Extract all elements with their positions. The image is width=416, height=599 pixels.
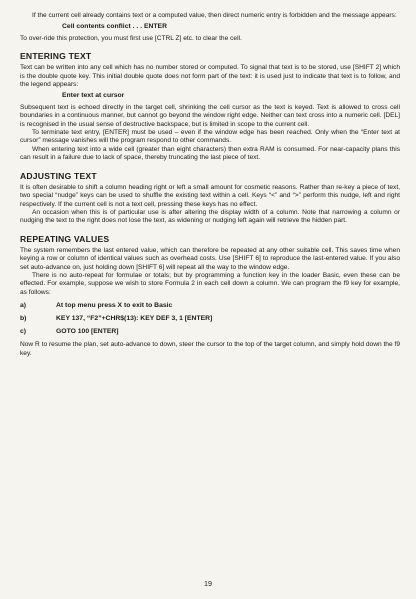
adjusting-text-para-2: An occasion when this is of particular use is after altering the display width of a column. Note that narrowing a column or nudging the text to the right does not lose the text, as widening or nudging left again will retrieve the hidden part. xyxy=(20,208,400,225)
entering-text-para-2: Subsequent text is echoed directly in the target cell, shrinking the cell cursor as the text is keyed. Text is allowed to cross cell boundaries in a continuous manner, but cannot go beyond the window right edge. Neither can text cross into a numeric cell. [DEL] is recognised in the usual sense of destructive backspace, but is limited in scope to the current cell. xyxy=(20,103,400,128)
entering-text-para-1: Text can be written into any cell which has no number stored or computed. To signal that text is to be stored, use [SHIFT 2] which is the double quote key. This initial double quote does not form part of the text: it is used just to indicate that text is to follow, and the legend appears: xyxy=(20,64,400,89)
step-text: KEY 137, “F2”+CHR$(13): KEY DEF 3, 1 [ENTER] xyxy=(56,315,213,323)
repeating-values-heading: REPEATING VALUES xyxy=(20,233,110,244)
page-number: 19 xyxy=(204,579,212,588)
override-paragraph: To over-ride this protection, you must first use [CTRL Z] etc. to clear the cell. xyxy=(20,34,242,42)
enter-text-message: Enter text at cursor xyxy=(62,92,125,100)
closing-paragraph: Now R to resume the plan, set auto-advance to down, steer the cursor to the top of the target column, and simply hold down the f9 key. xyxy=(20,341,400,357)
step-label: c) xyxy=(20,328,27,336)
entering-text-para-3: To terminate text entry, [ENTER] must be used – even if the window edge has been reached. Only when the “Enter text at cursor” message vanishes will the program respond to other commands. xyxy=(20,129,400,145)
repeating-values-para-1: The system remembers the last entered value, which can therefore be repeated at any other suitable cell. This saves time when keying a row or column of identical values such as overhead costs. Use [SHIFT 6] to reproduce the last-entered value. If you also set auto-advance on, just holding down [SHIFT 6] will repeat all the way to the window edge. xyxy=(20,246,400,271)
step-label: a) xyxy=(20,302,27,310)
step-text: At top menu press X to exit to Basic xyxy=(56,302,173,310)
intro-paragraph: If the current cell already contains text or a computed value, then direct numeric entry is forbidden and the message appears: xyxy=(32,12,397,19)
adjusting-text-para-1: It is often desirable to shift a column heading right or left a small amount for cosmetic reasons. Rather than re-key a piece of text, two special “nudge” keys can be used to shuffle the existing text within a cell. Keys “<” and “>” perform this nudge, left and right respectively. If the current cell is not a text cell, pressing these keys has no effect. xyxy=(20,183,400,208)
entering-text-heading: ENTERING TEXT xyxy=(20,51,92,62)
step-item xyxy=(20,302,400,310)
entering-text-para-4: When entering text into a wide cell (greater than eight characters) then extra RAM is consumed. For near-capacity plans this can result in a failure due to lack of space, thereby truncating the last piece of text. xyxy=(20,145,400,162)
step-label: b) xyxy=(20,315,27,323)
step-item xyxy=(20,328,400,336)
step-item xyxy=(20,315,400,323)
basic-steps-list xyxy=(20,302,400,336)
adjusting-text-heading: ADJUSTING TEXT xyxy=(20,170,97,181)
repeating-values-para-2: There is no auto-repeat for formulae or totals; but by programming a function key in the loader Basic, even these can be effected. For example, suppose we wish to store Formula 2 in each cell down a column. We can program the f9 key for example, as follows: xyxy=(20,271,400,296)
conflict-message: Cell contents conflict . . . ENTER xyxy=(62,23,167,31)
step-text: GOTO 100 [ENTER] xyxy=(56,328,119,336)
